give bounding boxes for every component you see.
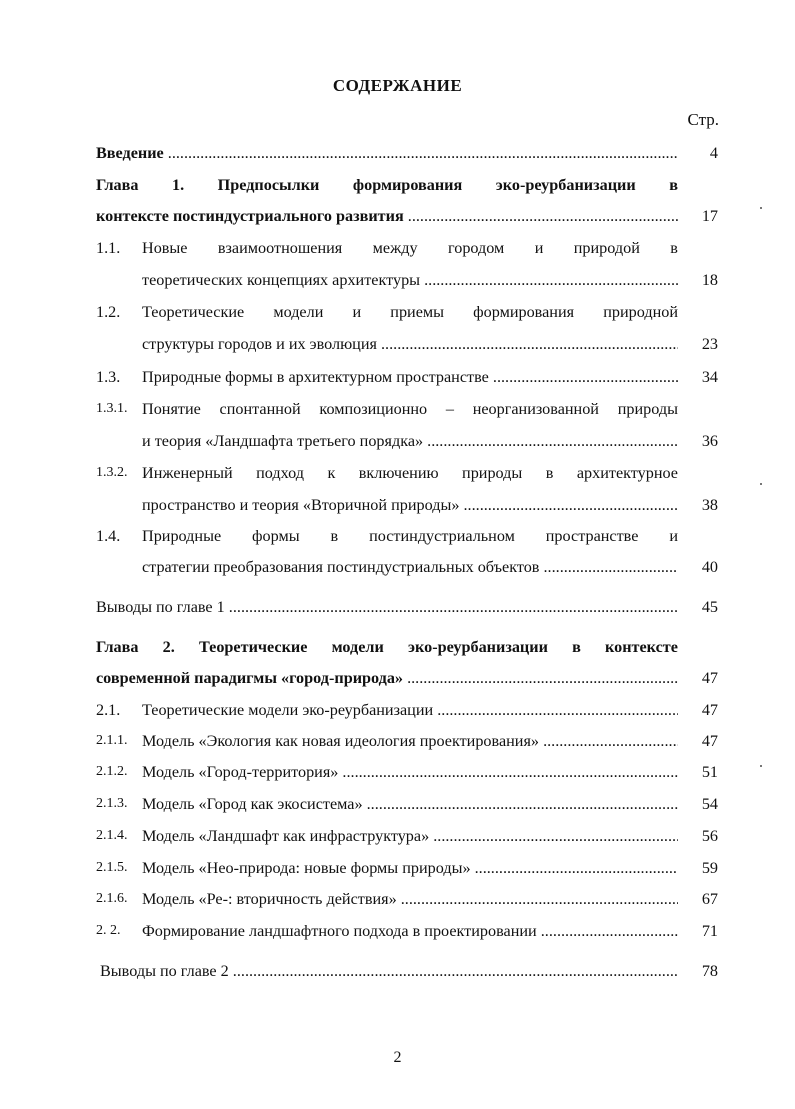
- toc-entry-text: Модель «Нео-природа: новые формы природы» .....: [142, 858, 678, 878]
- toc-entry-line2: современной парадигмы «город-природа» .....: [96, 668, 678, 688]
- toc-entry-text: Модель «Экология как новая идеология проектирования» .....: [142, 731, 678, 751]
- toc-entry-line1: Понятие спонтанной композиционно – неорганизованной природы: [142, 400, 678, 418]
- toc-page-number: 59: [701, 859, 718, 877]
- toc-entry-text: Модель «Город как экосистема» .....: [142, 794, 678, 814]
- toc-entry-line2: контексте постиндустриального развития .....: [96, 206, 678, 226]
- toc-page-number: 18: [701, 271, 718, 289]
- toc-entry-text: Природные формы в архитектурном пространстве .....: [142, 367, 678, 387]
- toc-entry-line2: и теория «Ландшафта третьего порядка» .....: [142, 431, 678, 451]
- scan-speck: [760, 207, 762, 209]
- toc-entry-line1: Инженерный подход к включению природы в архитектурное: [142, 464, 678, 482]
- toc-entry-text: Теоретические модели эко-реурбанизации .....: [142, 700, 678, 720]
- toc-entry-number: 2.1.5.: [96, 860, 128, 875]
- toc-entry-line1: Теоретические модели и приемы формирования природной: [142, 303, 678, 321]
- toc-page-number: 47: [701, 732, 718, 750]
- toc-entry-line1: Природные формы в постиндустриальном пространстве и: [142, 527, 678, 545]
- toc-entry-text: Выводы по главе 1 .....: [96, 597, 678, 617]
- toc-entry-line2: стратегии преобразования постиндустриальных объектов .....: [142, 557, 678, 577]
- toc-entry-number: 1.1.: [96, 239, 121, 257]
- toc-page-number: 17: [701, 207, 718, 225]
- toc-entry-text: Введение .....: [96, 143, 678, 163]
- toc-page-number: 71: [701, 922, 718, 940]
- toc-entry-text: Модель «Ре-: вторичность действия» .....: [142, 889, 678, 909]
- page-number: 2: [393, 1049, 402, 1066]
- toc-entry-text: Модель «Город-территория» .....: [142, 762, 678, 782]
- toc-entry-line1: Глава 2. Теоретические модели эко-реурбанизации в контексте: [96, 638, 678, 656]
- toc-entry-number: 2.1.2.: [96, 764, 128, 779]
- toc-page-number: 47: [701, 669, 718, 687]
- toc-entry-text: Выводы по главе 2 .....: [100, 961, 678, 981]
- toc-page-number: 34: [701, 368, 718, 386]
- toc-page-number: 36: [701, 432, 718, 450]
- toc-entry-line2: структуры городов и их эволюция .....: [142, 334, 678, 354]
- scan-speck: [760, 765, 762, 767]
- toc-page-number: 4: [709, 144, 718, 162]
- scan-speck: [760, 483, 762, 485]
- toc-entry-line2: пространство и теория «Вторичной природы» .....: [142, 495, 678, 515]
- toc-entry-number: 1.3.2.: [96, 465, 128, 480]
- toc-page-number: 38: [701, 496, 718, 514]
- toc-entry-text: Модель «Ландшафт как инфраструктура» .....: [142, 826, 678, 846]
- toc-entry-text: Формирование ландшафтного подхода в проектировании .....: [142, 921, 678, 941]
- toc-page-number: 56: [701, 827, 718, 845]
- toc-entry-number: 2.1.4.: [96, 828, 128, 843]
- toc-entry-line2: теоретических концепциях архитектуры .....: [142, 270, 678, 290]
- toc-entry-number: 2.1.1.: [96, 733, 128, 748]
- toc-entry-line1: Новые взаимоотношения между городом и природой в: [142, 239, 678, 257]
- toc-entry-number: 2. 2.: [96, 923, 121, 938]
- toc-page-number: 54: [701, 795, 718, 813]
- toc-page-number: 78: [701, 962, 718, 980]
- page-title: СОДЕРЖАНИЕ: [332, 76, 463, 95]
- page-column-label: Стр.: [687, 110, 719, 129]
- toc-entry-number: 1.4.: [96, 527, 121, 545]
- toc-entry-number: 1.3.1.: [96, 401, 128, 416]
- toc-page-number: 45: [701, 598, 718, 616]
- toc-entry-line1: Глава 1. Предпосылки формирования эко-реурбанизации в: [96, 176, 678, 194]
- toc-entry-number: 2.1.6.: [96, 891, 128, 906]
- toc-page-number: 40: [701, 558, 718, 576]
- toc-entry-number: 2.1.3.: [96, 796, 128, 811]
- toc-entry-number: 2.1.: [96, 701, 121, 719]
- toc-page-number: 23: [701, 335, 718, 353]
- toc-page-number: 51: [701, 763, 718, 781]
- toc-entry-number: 1.2.: [96, 303, 121, 321]
- toc-entry-number: 1.3.: [96, 368, 121, 386]
- toc-page-number: 67: [701, 890, 718, 908]
- toc-page-number: 47: [701, 701, 718, 719]
